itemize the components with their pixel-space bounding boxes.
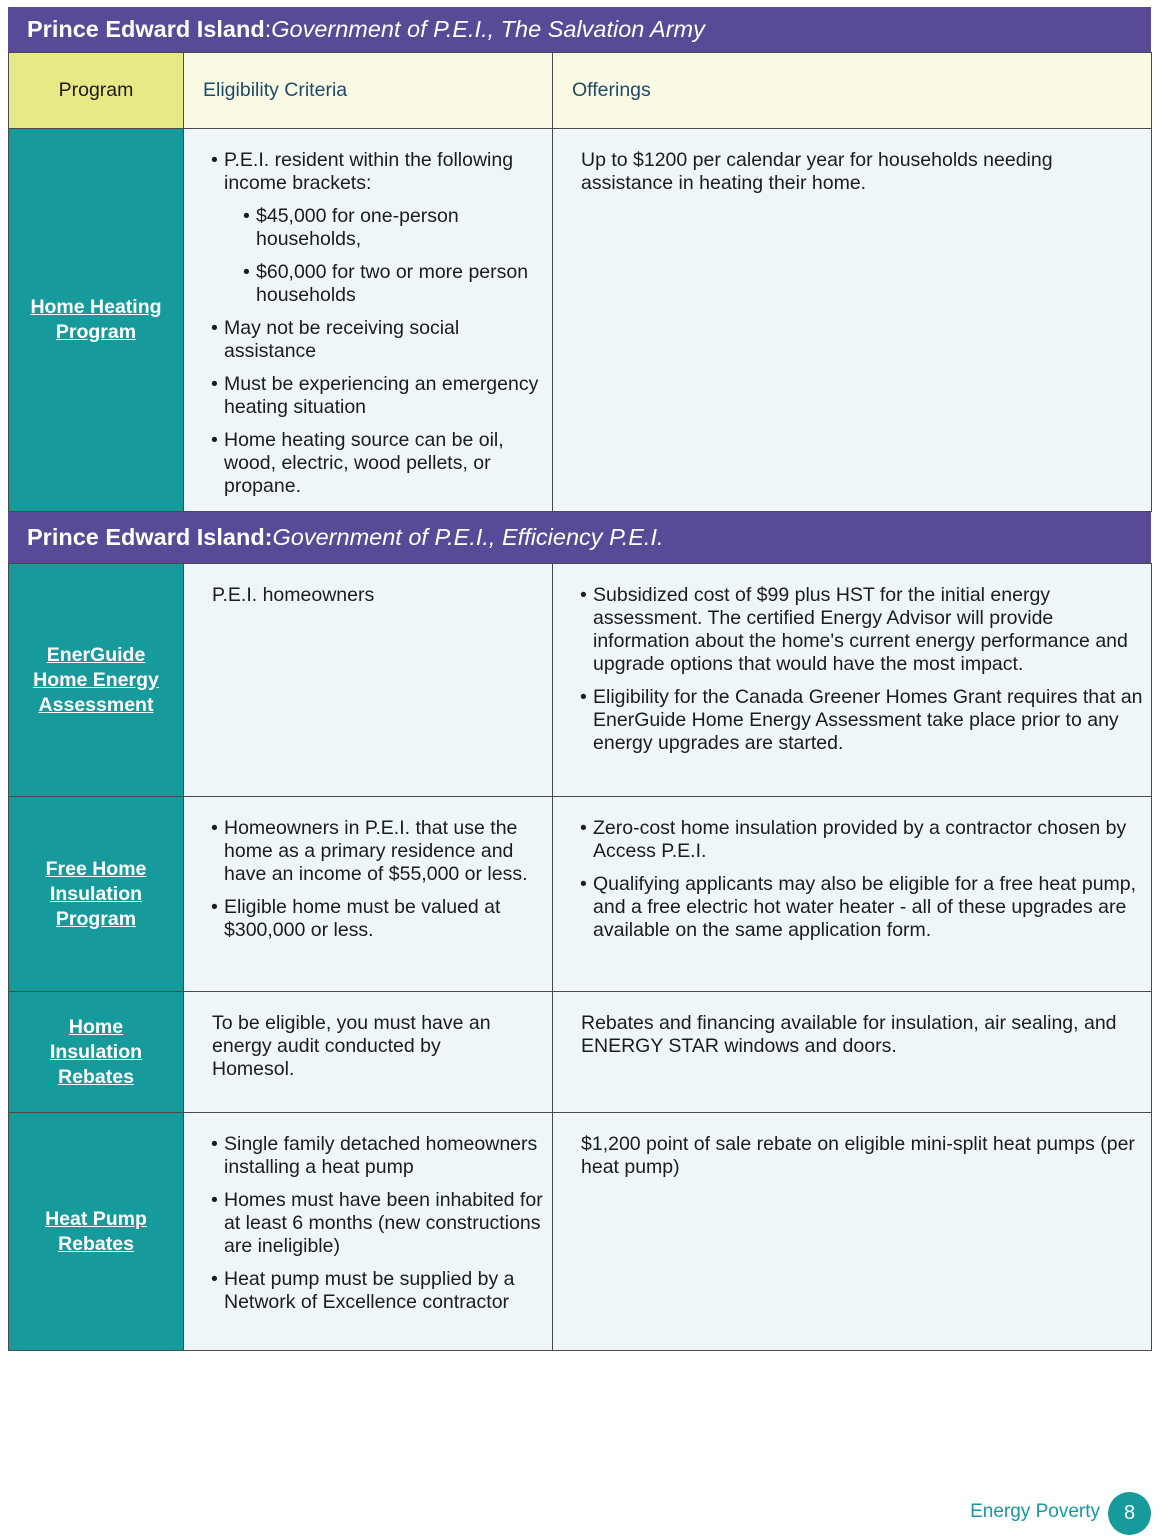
table-row-free-insulation xyxy=(9,797,1152,992)
program-link-energuide[interactable]: EnerGuide Home Energy Assessment xyxy=(33,643,159,716)
program-link-heat-pump[interactable]: Heat Pump Rebates xyxy=(45,1207,147,1255)
program-cell xyxy=(9,797,184,992)
table-row-home-heating xyxy=(9,129,1152,512)
offering-text: Up to $1200 per calendar year for households needing assistance in heating their home. xyxy=(581,149,1053,194)
list-item: • $60,000 for two or more person households xyxy=(243,261,544,307)
program-link-free-insulation[interactable]: Free Home Insulation Program xyxy=(45,857,147,930)
list-item: • Eligible home must be valued at $300,000 or less. xyxy=(211,896,544,942)
list-item xyxy=(211,149,544,307)
program-link-insulation-rebates[interactable]: Home Insulation Rebates xyxy=(49,1015,143,1088)
list-item: • Home heating source can be oil, wood, electric, wood pellets, or propane. xyxy=(211,429,544,498)
program-table-1 xyxy=(8,52,1152,512)
offerings-cell xyxy=(553,564,1152,797)
offerings-cell xyxy=(553,1113,1152,1351)
eligibility-list xyxy=(211,1133,544,1314)
eligibility-text: To be eligible, you must have an energy audit conducted by Homesol. xyxy=(212,1012,491,1080)
eligibility-cell xyxy=(184,1113,553,1351)
offering-text: Rebates and financing available for insulation, air sealing, and ENERGY STAR windows and doors. xyxy=(581,1012,1117,1057)
list-item: • Must be experiencing an emergency heating situation xyxy=(211,373,544,419)
column-header-offerings: Offerings xyxy=(553,53,1152,129)
list-item: • Zero-cost home insulation provided by a contractor chosen by Access P.E.I. xyxy=(580,817,1143,863)
offerings-cell xyxy=(553,992,1152,1113)
section-header-efficiency-pei xyxy=(8,512,1151,563)
list-item: • Homes must have been inhabited for at least 6 months (new constructions are ineligible) xyxy=(211,1189,544,1258)
program-cell xyxy=(9,992,184,1113)
list-item: • Homeowners in P.E.I. that use the home as a primary residence and have an income of $55,000 or less. xyxy=(211,817,544,886)
eligibility-cell xyxy=(184,797,553,992)
program-cell xyxy=(9,129,184,512)
income-bracket-list xyxy=(224,205,544,307)
eligibility-list xyxy=(211,149,544,498)
list-item: • Eligibility for the Canada Greener Homes Grant requires that an EnerGuide Home Energy Assessment take place prior to any energy upgrades are started. xyxy=(580,686,1143,755)
column-header-row xyxy=(9,53,1152,129)
table-row-insulation-rebates xyxy=(9,992,1152,1113)
list-item: • Single family detached homeowners installing a heat pump xyxy=(211,1133,544,1179)
list-item: • May not be receiving social assistance xyxy=(211,317,544,363)
offerings-cell xyxy=(553,129,1152,512)
eligibility-list xyxy=(211,817,544,942)
list-item: • Subsidized cost of $99 plus HST for the initial energy assessment. The certified Energy Advisor will provide information about the home's current energy performance and upgrade options that would have the most impact. xyxy=(580,584,1143,676)
section-title-providers: Government of P.E.I., The Salvation Army xyxy=(271,16,705,42)
offerings-list xyxy=(580,817,1143,942)
eligibility-text: P.E.I. homeowners xyxy=(212,584,375,606)
list-item: • $45,000 for one-person households, xyxy=(243,205,544,251)
offering-text: $1,200 point of sale rebate on eligible mini-split heat pumps (per heat pump) xyxy=(581,1133,1135,1178)
eligibility-cell xyxy=(184,992,553,1113)
offerings-cell xyxy=(553,797,1152,992)
list-item: • Qualifying applicants may also be eligible for a free heat pump, and a free electric hot water heater - all of these upgrades are available on the same application form. xyxy=(580,873,1143,942)
program-cell xyxy=(9,1113,184,1351)
offerings-list xyxy=(580,584,1143,755)
eligibility-text: P.E.I. resident within the following income brackets: xyxy=(224,149,514,194)
program-table-2 xyxy=(8,563,1152,1351)
table-row-heat-pump xyxy=(9,1113,1152,1351)
eligibility-cell xyxy=(184,564,553,797)
section-title-province: Prince Edward Island: xyxy=(27,524,273,550)
page-number-badge: 8 xyxy=(1108,1492,1151,1535)
table-row-energuide xyxy=(9,564,1152,797)
program-link-home-heating[interactable]: Home Heating Program xyxy=(30,296,162,343)
section-title-providers: Government of P.E.I., Efficiency P.E.I. xyxy=(272,524,664,550)
section-title-province: Prince Edward Island xyxy=(27,16,265,42)
section-header-salvation-army xyxy=(8,7,1151,52)
program-cell xyxy=(9,564,184,797)
section-title-separator: : xyxy=(264,16,272,42)
eligibility-cell xyxy=(184,129,553,512)
footer-document-title: Energy Poverty xyxy=(970,1501,1100,1522)
column-header-eligibility: Eligibility Criteria xyxy=(184,53,553,129)
list-item: • Heat pump must be supplied by a Network of Excellence contractor xyxy=(211,1268,544,1314)
column-header-program: Program xyxy=(9,53,184,129)
